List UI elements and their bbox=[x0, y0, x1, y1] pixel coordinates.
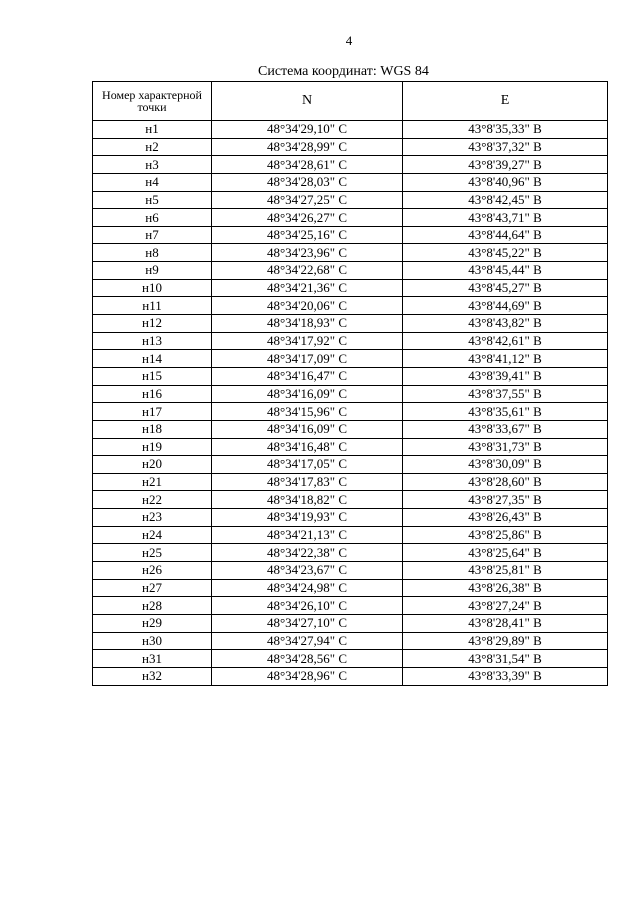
cell-latitude: 48°34'15,96" С bbox=[212, 403, 403, 421]
table-row bbox=[93, 491, 608, 509]
cell-latitude: 48°34'16,47" С bbox=[212, 367, 403, 385]
cell-latitude: 48°34'28,99" С bbox=[212, 138, 403, 156]
table-row bbox=[93, 667, 608, 685]
cell-longitude: 43°8'35,61" В bbox=[403, 403, 608, 421]
table-row bbox=[93, 156, 608, 174]
cell-latitude: 48°34'28,56" С bbox=[212, 650, 403, 668]
table-row bbox=[93, 121, 608, 139]
cell-point-number: н11 bbox=[93, 297, 212, 315]
table-row bbox=[93, 262, 608, 280]
cell-longitude: 43°8'40,96" В bbox=[403, 173, 608, 191]
cell-latitude: 48°34'18,93" С bbox=[212, 315, 403, 333]
cell-point-number: н6 bbox=[93, 209, 212, 227]
cell-longitude: 43°8'42,45" В bbox=[403, 191, 608, 209]
page-number: 4 bbox=[345, 33, 353, 48]
table-row bbox=[93, 403, 608, 421]
cell-latitude: 48°34'28,96" С bbox=[212, 667, 403, 685]
cell-longitude: 43°8'39,27" В bbox=[403, 156, 608, 174]
cell-point-number: н2 bbox=[93, 138, 212, 156]
cell-point-number: н23 bbox=[93, 509, 212, 527]
cell-longitude: 43°8'25,81" В bbox=[403, 562, 608, 580]
cell-longitude: 43°8'28,60" В bbox=[403, 473, 608, 491]
cell-longitude: 43°8'42,61" В bbox=[403, 332, 608, 350]
table-row bbox=[93, 244, 608, 262]
cell-longitude: 43°8'25,64" В bbox=[403, 544, 608, 562]
cell-point-number: н10 bbox=[93, 279, 212, 297]
cell-latitude: 48°34'17,92" С bbox=[212, 332, 403, 350]
cell-point-number: н28 bbox=[93, 597, 212, 615]
table-row bbox=[93, 473, 608, 491]
cell-point-number: н19 bbox=[93, 438, 212, 456]
cell-point-number: н32 bbox=[93, 667, 212, 685]
table-row bbox=[93, 209, 608, 227]
cell-point-number: н24 bbox=[93, 526, 212, 544]
table-row bbox=[93, 279, 608, 297]
cell-longitude: 43°8'44,64" В bbox=[403, 226, 608, 244]
table-row bbox=[93, 632, 608, 650]
cell-longitude: 43°8'45,27" В bbox=[403, 279, 608, 297]
cell-latitude: 48°34'17,83" С bbox=[212, 473, 403, 491]
cell-point-number: н16 bbox=[93, 385, 212, 403]
cell-longitude: 43°8'25,86" В bbox=[403, 526, 608, 544]
cell-point-number: н29 bbox=[93, 614, 212, 632]
cell-longitude: 43°8'31,73" В bbox=[403, 438, 608, 456]
cell-point-number: н9 bbox=[93, 262, 212, 280]
cell-point-number: н18 bbox=[93, 420, 212, 438]
cell-point-number: н7 bbox=[93, 226, 212, 244]
cell-longitude: 43°8'39,41" В bbox=[403, 367, 608, 385]
table-row bbox=[93, 173, 608, 191]
table-row bbox=[93, 544, 608, 562]
cell-longitude: 43°8'30,09" В bbox=[403, 456, 608, 474]
cell-latitude: 48°34'16,48" С bbox=[212, 438, 403, 456]
cell-point-number: н13 bbox=[93, 332, 212, 350]
cell-latitude: 48°34'28,61" С bbox=[212, 156, 403, 174]
cell-longitude: 43°8'33,67" В bbox=[403, 420, 608, 438]
cell-point-number: н4 bbox=[93, 173, 212, 191]
cell-longitude: 43°8'26,38" В bbox=[403, 579, 608, 597]
cell-longitude: 43°8'45,22" В bbox=[403, 244, 608, 262]
cell-longitude: 43°8'28,41" В bbox=[403, 614, 608, 632]
cell-latitude: 48°34'20,06" С bbox=[212, 297, 403, 315]
cell-point-number: н12 bbox=[93, 315, 212, 333]
cell-latitude: 48°34'27,94" С bbox=[212, 632, 403, 650]
cell-latitude: 48°34'19,93" С bbox=[212, 509, 403, 527]
header-northing: N bbox=[212, 82, 403, 121]
cell-longitude: 43°8'43,71" В bbox=[403, 209, 608, 227]
cell-longitude: 43°8'44,69" В bbox=[403, 297, 608, 315]
cell-latitude: 48°34'21,13" С bbox=[212, 526, 403, 544]
cell-longitude: 43°8'27,24" В bbox=[403, 597, 608, 615]
table-row bbox=[93, 420, 608, 438]
table-row bbox=[93, 438, 608, 456]
coordinate-system-caption: Система координат: WGS 84 bbox=[258, 64, 429, 79]
cell-longitude: 43°8'26,43" В bbox=[403, 509, 608, 527]
cell-point-number: н30 bbox=[93, 632, 212, 650]
cell-longitude: 43°8'27,35" В bbox=[403, 491, 608, 509]
cell-latitude: 48°34'26,27" С bbox=[212, 209, 403, 227]
table-row bbox=[93, 315, 608, 333]
table-body bbox=[93, 121, 608, 686]
table-row bbox=[93, 297, 608, 315]
header-easting: E bbox=[403, 82, 608, 121]
table-row bbox=[93, 509, 608, 527]
cell-longitude: 43°8'33,39" В bbox=[403, 667, 608, 685]
table-row bbox=[93, 332, 608, 350]
cell-latitude: 48°34'17,09" С bbox=[212, 350, 403, 368]
header-point-number: Номер характерной точки bbox=[93, 82, 212, 121]
cell-point-number: н14 bbox=[93, 350, 212, 368]
cell-longitude: 43°8'35,33" В bbox=[403, 121, 608, 139]
cell-point-number: н3 bbox=[93, 156, 212, 174]
cell-point-number: н1 bbox=[93, 121, 212, 139]
table-row bbox=[93, 526, 608, 544]
table-header-row bbox=[93, 82, 608, 121]
cell-latitude: 48°34'23,67" С bbox=[212, 562, 403, 580]
cell-latitude: 48°34'27,25" С bbox=[212, 191, 403, 209]
cell-point-number: н17 bbox=[93, 403, 212, 421]
cell-point-number: н22 bbox=[93, 491, 212, 509]
table-row bbox=[93, 579, 608, 597]
cell-latitude: 48°34'24,98" С bbox=[212, 579, 403, 597]
cell-latitude: 48°34'22,68" С bbox=[212, 262, 403, 280]
cell-point-number: н27 bbox=[93, 579, 212, 597]
cell-latitude: 48°34'26,10" С bbox=[212, 597, 403, 615]
cell-longitude: 43°8'43,82" В bbox=[403, 315, 608, 333]
table-row bbox=[93, 650, 608, 668]
table-row bbox=[93, 385, 608, 403]
cell-point-number: н5 bbox=[93, 191, 212, 209]
cell-point-number: н8 bbox=[93, 244, 212, 262]
cell-latitude: 48°34'16,09" С bbox=[212, 420, 403, 438]
cell-point-number: н21 bbox=[93, 473, 212, 491]
coordinates-table bbox=[92, 81, 608, 686]
cell-latitude: 48°34'18,82" С bbox=[212, 491, 403, 509]
cell-point-number: н20 bbox=[93, 456, 212, 474]
cell-latitude: 48°34'25,16" С bbox=[212, 226, 403, 244]
table-row bbox=[93, 597, 608, 615]
table-row bbox=[93, 367, 608, 385]
cell-latitude: 48°34'21,36" С bbox=[212, 279, 403, 297]
cell-longitude: 43°8'37,55" В bbox=[403, 385, 608, 403]
cell-latitude: 48°34'17,05" С bbox=[212, 456, 403, 474]
cell-point-number: н26 bbox=[93, 562, 212, 580]
table-row bbox=[93, 562, 608, 580]
table-row bbox=[93, 614, 608, 632]
cell-point-number: н31 bbox=[93, 650, 212, 668]
table-row bbox=[93, 350, 608, 368]
cell-point-number: н15 bbox=[93, 367, 212, 385]
cell-longitude: 43°8'37,32" В bbox=[403, 138, 608, 156]
cell-longitude: 43°8'29,89" В bbox=[403, 632, 608, 650]
cell-latitude: 48°34'28,03" С bbox=[212, 173, 403, 191]
table-row bbox=[93, 456, 608, 474]
cell-latitude: 48°34'22,38" С bbox=[212, 544, 403, 562]
table-row bbox=[93, 226, 608, 244]
cell-longitude: 43°8'45,44" В bbox=[403, 262, 608, 280]
table-row bbox=[93, 138, 608, 156]
cell-latitude: 48°34'23,96" С bbox=[212, 244, 403, 262]
cell-latitude: 48°34'29,10" С bbox=[212, 121, 403, 139]
cell-point-number: н25 bbox=[93, 544, 212, 562]
table-row bbox=[93, 191, 608, 209]
cell-latitude: 48°34'16,09" С bbox=[212, 385, 403, 403]
cell-longitude: 43°8'31,54" В bbox=[403, 650, 608, 668]
cell-longitude: 43°8'41,12" В bbox=[403, 350, 608, 368]
cell-latitude: 48°34'27,10" С bbox=[212, 614, 403, 632]
